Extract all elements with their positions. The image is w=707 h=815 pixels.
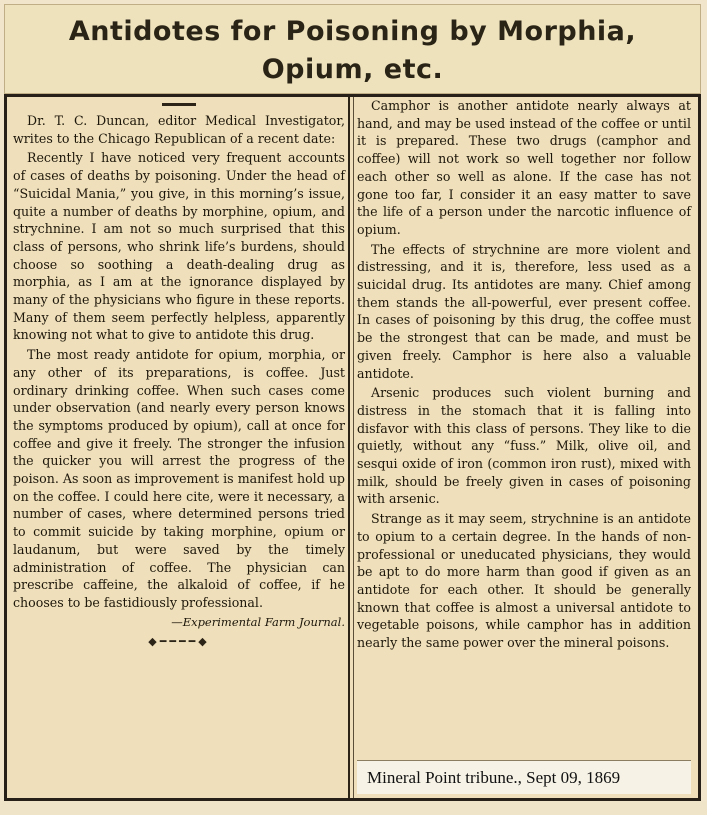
- left-paragraph-2: Recently I have noticed very frequent accounts of cases of deaths by poisoning. Under the head of “Suicidal Mania,” you give, in this morning’s issue, quite a number of deaths by morphine, opium, and strychnine. I am not so much surprised that this class of persons, who shrink life’s burdens, should choose so soothing a death-dealing drug as morphia, as I am at the ignorance displayed by many of the physicians who figure in these reports. Many of them seem perfectly helpless, apparently knowing not what to give to antidote this drug.: [13, 150, 345, 343]
- right-paragraph-3: Arsenic produces such violent burning and distress in the stomach that it is falling into disfavor with this class of persons. They like to die quietly, without any “fuss.” Milk, olive oil, and sesqui oxide of iron (common iron rust), mixed with milk, should be freely given in cases of poisoning with arsenic.: [357, 385, 691, 507]
- right-column: [357, 97, 691, 798]
- left-paragraph-1: Dr. T. C. Duncan, editor Medical Investigator, writes to the Chicago Republican of a recent date:: [13, 113, 345, 146]
- headline: [5, 5, 700, 89]
- end-ornament: ◆━━━━◆: [148, 635, 210, 649]
- headline-line-1: Antidotes for Poisoning by Morphia,: [68, 16, 637, 47]
- right-paragraph-1: Camphor is another antidote nearly always at hand, and may be used instead of the coffee or until it is prepared. These two drugs (camphor and coffee) will not work so well together nor follow each other so well as alone. If the case has not gone too far, I consider it an easy matter to save the life of a person under the narcotic influence of opium.: [357, 98, 691, 237]
- headline-box: [4, 4, 701, 94]
- top-rule: [162, 103, 196, 106]
- source-caption: Mineral Point tribune., Sept 09, 1869: [357, 760, 691, 794]
- bottom-margin: [0, 801, 707, 815]
- right-paragraph-2: The effects of strychnine are more violent and distressing, and it is, therefore, less used as a suicidal drug. Its antidotes are many. Chief among them stands the all-powerful, ever present coffee. In cases of poisoning by this drug, the coffee must be the strongest that can be made, and must be given freely. Camphor is here also a valuable antidote.: [357, 241, 691, 381]
- article-frame: [4, 94, 701, 801]
- headline-line-2: Opium, etc.: [261, 54, 444, 85]
- left-column: [13, 97, 345, 798]
- left-paragraph-3: The most ready antidote for opium, morphia, or any other of its preparations, is coffee. Just ordinary drinking coffee. When such cases come under observation (and nearly every person knows the symptoms produced by opium), call at once for coffee and give it freely. The stronger the infusion the quicker you will arrest the progress of the poison. As soon as improvement is manifest hold up on the coffee. I could here cite, were it necessary, a number of cases, where determined persons tried to commit suicide by taking morphine, opium or laudanum, but were saved by the timely administration of coffee. The physician can prescribe caffeine, the alkaloid of coffee, if he chooses to be fastidiously professional.: [13, 347, 345, 610]
- right-paragraph-4: Strange as it may seem, strychnine is an antidote to opium to a certain degree. In the hands of non-professional or uneducated physicians, they would be apt to do more harm than good if given as an antidote for each other. It should be generally known that coffee is almost a universal antidote to vegetable poisons, while camphor has in addition nearly the same power over the mineral poisons.: [357, 511, 691, 651]
- source-credit: —Experimental Farm Journal.: [171, 614, 345, 629]
- column-divider: [348, 97, 354, 798]
